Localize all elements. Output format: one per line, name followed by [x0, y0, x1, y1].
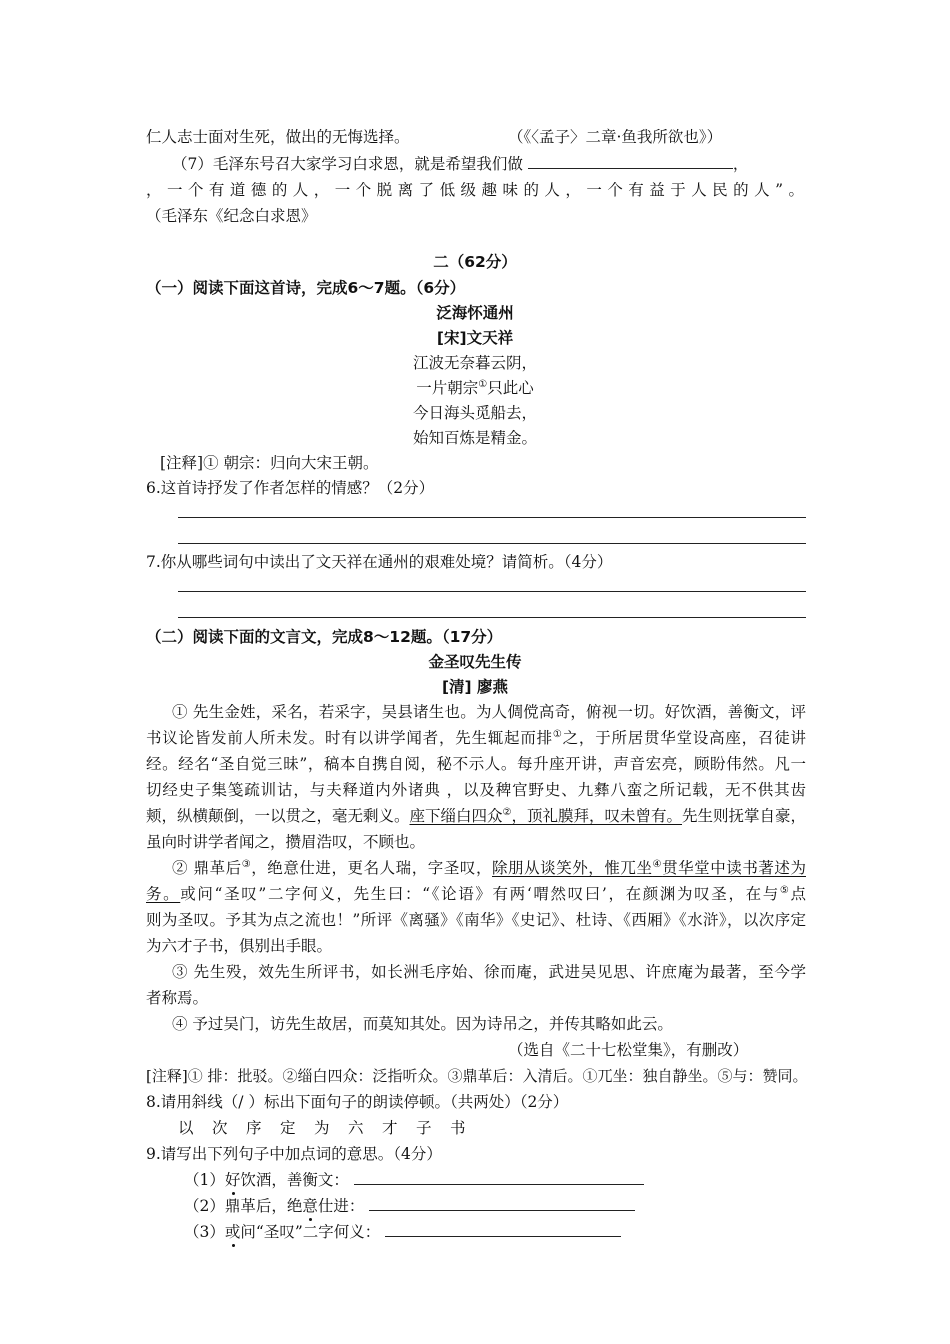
paragraph-4 [172, 1014, 673, 1034]
poem-line-1 [0, 353, 950, 373]
question-9 [146, 1144, 442, 1164]
top-line-1 [146, 127, 410, 147]
text: 贯华堂中读书著述为 [662, 859, 806, 877]
text: 经。经名“圣自觉三昧”，稿本自携自阅，秘不示人。每升座开讲，声音宏亮，顾盼伟然。凡一 [146, 755, 806, 773]
answer-line[interactable] [178, 517, 806, 518]
text: （毛泽东《纪念白求恩》 [146, 207, 317, 225]
text: 先生则抚掌自豪， [682, 807, 807, 825]
paragraph-3-line [172, 962, 806, 982]
text: ④ 予过吴门，访先生故居，而莫知其处。因为诗吊之，并传其略如此云。 [172, 1015, 673, 1033]
pause-marking-sentence[interactable] [178, 1118, 484, 1138]
sentence-char: 六 [348, 1119, 364, 1137]
section-2-title [146, 627, 502, 647]
text: 仁人志士面对生死，做出的无悔选择。 [146, 128, 410, 146]
sentence-char: 定 [280, 1119, 296, 1137]
text: ③ 先生殁，效先生所评书，如长洲毛序始、徐而庵，武进吴见思、许庶庵为最著，至今学 [172, 963, 806, 981]
text: 金圣叹先生传 [428, 653, 522, 671]
sentence-char: 以 [178, 1119, 194, 1137]
text: 点 [790, 885, 806, 903]
paragraph-1-line [172, 702, 806, 722]
text: 者称焉。 [146, 989, 209, 1007]
poem-title [0, 303, 950, 323]
answer-line[interactable] [178, 617, 806, 618]
footnote-mark: ① [478, 378, 488, 390]
poem-note [160, 453, 379, 473]
question-7 [146, 552, 612, 572]
text: （一）阅读下面这首诗，完成6～7题。（6分） [146, 279, 466, 297]
text: ① 先生金姓，采名，若采字，吴县诸生也。为人倜傥高奇，俯视一切。好饮酒，善衡文，评 [172, 703, 806, 721]
text: [注释]① 排：批驳。②缁白四众：泛指听众。③鼎革后：入清后。①兀坐：独自静坐。⑤与：赞同。 [146, 1067, 808, 1085]
poem-line-3 [0, 403, 950, 423]
text: 为六才子书，俱别出手眼。 [146, 937, 333, 955]
sentence-char: 子 [416, 1119, 432, 1137]
text: 8.请用斜线（/ ）标出下面句子的朗读停顿。（共两处）（2分） [146, 1093, 569, 1111]
top-line-3 [146, 180, 804, 200]
footnote-mark: ① [552, 728, 563, 740]
text: 6.这首诗抒发了作者怎样的情感？（2分） [146, 479, 435, 497]
underlined-sentence [410, 807, 683, 825]
text: 之，于所居贯华堂设高座，召徒讲 [562, 729, 806, 747]
paragraph-2-line [146, 884, 806, 904]
sentence-char: 书 [450, 1119, 466, 1137]
text: [注释]① 朝宗：归向大宋王朝。 [160, 454, 379, 472]
poem-line-4 [0, 428, 950, 448]
text: 问“圣叹”二字何义： [240, 1223, 381, 1241]
text: 泛海怀通州 [436, 304, 514, 322]
essay-notes [146, 1066, 807, 1086]
answer-line[interactable] [178, 591, 806, 592]
paragraph-1-line [146, 754, 806, 774]
text: ， [732, 155, 749, 173]
answer-line[interactable] [178, 543, 806, 544]
paragraph-2-line [146, 936, 332, 956]
text: 书议论皆发前人所未发。时有以讲学闻者，先生辄起而排 [146, 729, 553, 747]
text: 江波无奈暮云阴， [412, 354, 537, 372]
answer-blank[interactable] [385, 1222, 621, 1237]
essay-source [508, 1040, 748, 1060]
text: 只此心 [487, 379, 534, 397]
text: 一片朝宗 [416, 379, 479, 397]
dotted-word: 或 [224, 1223, 241, 1241]
section-1-title [146, 278, 465, 298]
poem-line-2 [0, 378, 950, 398]
top-line-2 [172, 154, 748, 174]
paragraph-1-line [146, 728, 806, 748]
footnote-mark: ⑤ [779, 884, 791, 896]
paragraph-1-line [146, 780, 806, 800]
question-9-item-2 [184, 1196, 635, 1216]
text: [宋]文天祥 [436, 329, 514, 347]
footnote-mark: ② [502, 806, 512, 818]
text: 颊，纵横颠倒，一以贯之，毫无剩义。 [146, 807, 410, 825]
text: 饮酒，善衡文： [240, 1171, 349, 1189]
top-line-4 [146, 206, 317, 226]
sentence-char: 为 [314, 1119, 330, 1137]
text: 座下缁白四众 [409, 807, 503, 825]
part-heading [0, 252, 950, 272]
paragraph-2-line [146, 910, 806, 930]
dotted-word: 好 [224, 1171, 241, 1189]
text: （7）毛泽东号召大家学习白求恩，就是希望我们做 [172, 155, 523, 173]
dotted-word: 意 [302, 1197, 318, 1215]
text: 始知百炼是精金。 [412, 429, 537, 447]
sentence-char: 序 [246, 1119, 262, 1137]
top-line-1-source [508, 127, 722, 147]
text: （《〈孟子〉二章·鱼我所欲也》） [508, 128, 723, 146]
text: ，一个有道德的人，一个脱离了低级趣味的人，一个有益于人民的人”。 [146, 181, 804, 199]
text: （1） [184, 1171, 225, 1189]
answer-blank[interactable] [369, 1196, 635, 1211]
text: ② 鼎革后 [172, 859, 242, 877]
footnote-mark: ③ [241, 858, 252, 870]
text: 仕进： [317, 1197, 365, 1215]
text: 今日海头觅船去， [412, 404, 537, 422]
text: 除朋从谈笑外，惟兀坐 [492, 859, 653, 877]
sentence-char: 才 [382, 1119, 398, 1137]
text: ，顶礼膜拜，叹未曾有。 [511, 807, 683, 825]
underlined-sentence [492, 859, 806, 877]
poem-author [0, 328, 950, 348]
text: 或问“圣叹”二字何义，先生曰：“《论语》有两‘喟然叹曰’，在颜渊为叹圣，在与 [180, 885, 780, 903]
answer-blank[interactable] [528, 154, 733, 169]
text: 切经史子集笺疏训诂，与夫释道内外诸典 ，以及稗官野史、九彝八蛮之所记载，无不供其齿 [146, 781, 806, 799]
text: （二）阅读下面的文言文，完成8～12题。（17分） [146, 628, 503, 646]
text: （选自《二十七松堂集》，有删改） [508, 1041, 749, 1059]
footnote-mark: ④ [652, 858, 663, 870]
question-9-item-1 [184, 1170, 644, 1190]
question-9-item-3 [184, 1222, 621, 1242]
question-6 [146, 478, 434, 498]
text: （2）鼎革后，绝 [184, 1197, 303, 1215]
text: （3） [184, 1223, 225, 1241]
text: 9.请写出下列句子中加点词的意思。（4分） [146, 1145, 442, 1163]
text: 7.你从哪些词句中读出了文天祥在通州的艰难处境？请简析。（4分） [146, 553, 613, 571]
text: 则为圣叹。予其为点之流也！”所评《离骚》《南华》《史记》、杜诗、《西厢》《水浒》，以次序定 [146, 911, 806, 929]
text: 虽向时讲学者闻之，攒眉浩叹，不顾也。 [146, 833, 426, 851]
paragraph-2-line [172, 858, 806, 878]
paragraph-3-line [146, 988, 208, 1008]
text: ，绝意仕进，更名人瑞，字圣叹， [251, 859, 492, 877]
sentence-char: 次 [212, 1119, 228, 1137]
paragraph-1-line [146, 806, 806, 826]
essay-title [0, 652, 950, 672]
answer-blank[interactable] [354, 1170, 644, 1185]
question-8 [146, 1092, 568, 1112]
essay-author [0, 677, 950, 697]
paragraph-1-line [146, 832, 425, 852]
text: [清] 廖燕 [441, 678, 509, 696]
underlined-sentence: 务。 [146, 885, 181, 903]
text: 二（62分） [433, 253, 517, 271]
